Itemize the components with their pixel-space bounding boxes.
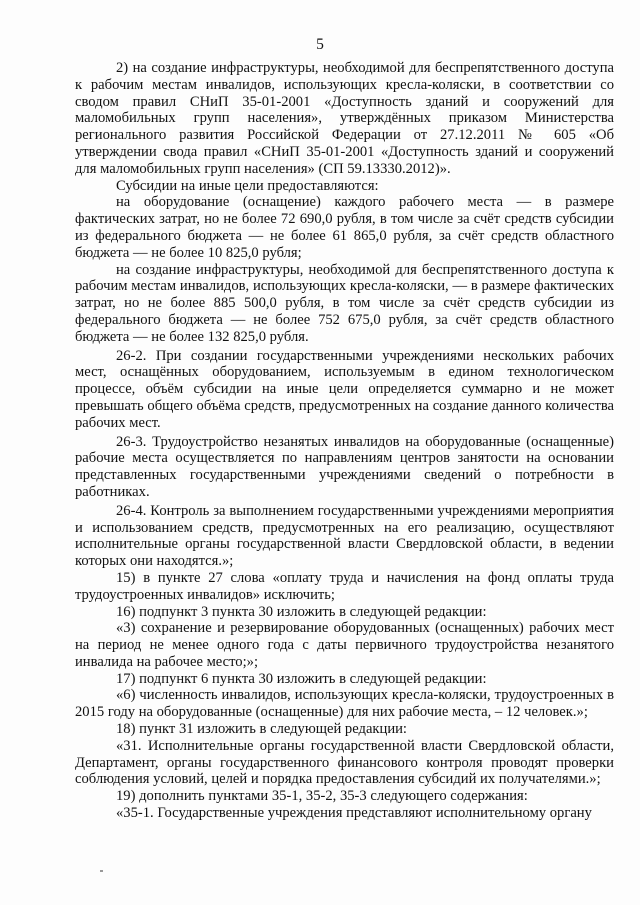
paragraph-infrastructure-costs: на создание инфраструктуры, необходимой для беспрепятственного доступа к рабочим местам инвалидов, использующих кресла-коляски, — в размере фактических затрат, но не более 885 500,0 рубля, в том числе за счёт средств субсидии из федерального бюджета — не более 752 675,0 рубля, за счёт средств областного бюджета — не более 132 825,0 рубля. (75, 261, 614, 345)
paragraph-35-1-start: «35-1. Государственные учреждения представляют исполнительному органу (116, 805, 592, 822)
paragraph-amendment-15: 15) в пункте 27 слова «оплату труда и начисления на фонд оплаты труда трудоустроенных инвалидов» исключить; (75, 569, 614, 603)
paragraph-amendment-16: 16) подпункт 3 пункта 30 изложить в следующей редакции: (116, 603, 487, 620)
paragraph-item-2-infrastructure: 2) на создание инфраструктуры, необходимой для беспрепятственного доступа к рабочим местам инвалидов, использующих кресла-коляски, в соответствии со сводом правил СНиП 35-01-2001 «Доступность зданий и сооружений для маломобильных групп населения», утверждённых приказом Министерства регионального развития Российской Федерации от 27.12.2011 № 605 «Об утверждении свода правил «СНиП 35-01-2001 «Доступность зданий и сооружений для маломобильных групп населения» (СП 59.13330.2012)». (75, 60, 614, 177)
paragraph-equipment-costs: на оборудование (оснащение) каждого рабочего места — в размере фактических затрат, но не более 72 690,0 рубля, в том числе за счёт средств субсидии из федерального бюджета — не более 61 865,0 рубля, за счёт средств областного бюджета — не более 10 825,0 рубля; (75, 194, 614, 261)
page-number: 5 (316, 36, 324, 53)
paragraph-amendment-17-text: «6) численность инвалидов, использующих кресла-коляски, трудоустроенных в 2015 году на оборудованные (оснащенные) для них рабочие места, – 12 человек.»; (75, 687, 614, 721)
paragraph-subsidies-intro: Субсидии на иные цели предоставляются: (116, 177, 379, 194)
paragraph-amendment-18: 18) пункт 31 изложить в следующей редакции: (116, 721, 407, 738)
paragraph-26-4: 26-4. Контроль за выполнением государственными учреждениями мероприятия и использованием средств, предусмотренных на его реализацию, осуществляют исполнительные органы государственной власти Свердловской области, в ведении которых они находятся.»; (75, 502, 614, 570)
document-body (75, 60, 614, 822)
paragraph-amendment-16-text: «3) сохранение и резервирование оборудованных (оснащенных) рабочих мест на период не менее одного года с даты первичного трудоустройства незанятого инвалида на рабочее место;»; (75, 620, 614, 670)
paragraph-amendment-18-text: «31. Исполнительные органы государственной власти Свердловской области, Департамент, органы государственного финансового контроля проводят проверки соблюдения условий, целей и порядка предоставления субсидий их получателями.»; (75, 737, 614, 788)
paragraph-amendment-19: 19) дополнить пунктами 35-1, 35-2, 35-3 следующего содержания: (116, 788, 528, 805)
paragraph-26-2: 26-2. При создании государственными учреждениями нескольких рабочих мест, оснащённых оборудованием, используемым в едином технологическом процессе, объём субсидии на иные цели определяется суммарно и не может превышать общего объёма средств, предусмотренных на создание данного количества рабочих мест. (75, 347, 614, 431)
scan-speck (100, 870, 103, 872)
paragraph-26-3: 26-3. Трудоустройство незанятых инвалидов на оборудованные (оснащенные) рабочие места осуществляется по направлениям центров занятости на основании представленных государственными учреждениями сведений о потребности в работниках. (75, 433, 614, 500)
paragraph-amendment-17: 17) подпункт 6 пункта 30 изложить в следующей редакции: (116, 670, 487, 687)
